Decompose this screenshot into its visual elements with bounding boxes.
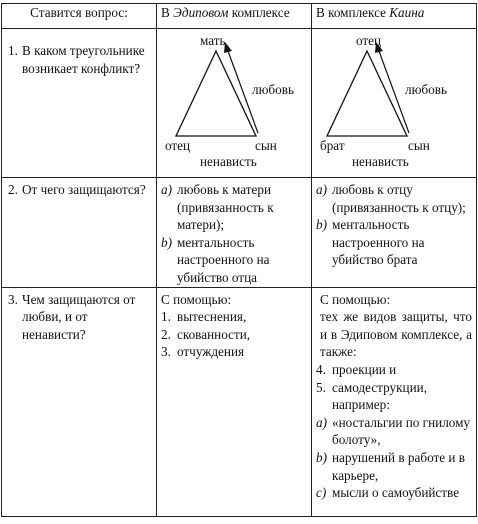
label-hate: ненависть <box>352 154 409 169</box>
label-love: любовь <box>405 82 447 97</box>
list-item: a) любовь к отцу (привязанность к отцу); <box>316 182 466 215</box>
label-mother: мать <box>200 33 226 48</box>
intro-text: С помощью: <box>161 291 232 307</box>
intro-text: С помощью: <box>320 291 391 307</box>
row-defended-against <box>2 178 477 288</box>
oedipus-defense-cell <box>157 287 312 516</box>
label-brother: брат <box>320 138 345 153</box>
list-item: a) любовь к матери (привязанность к матери); <box>161 182 274 233</box>
oedipus-triangle-cell <box>157 29 312 178</box>
sub-list-item: c) мысли о самоубийстве <box>316 485 460 501</box>
row-conflict-triangle <box>2 29 477 178</box>
list-item: 5. самодеструкции, например: <box>316 379 427 413</box>
label-son: сын <box>255 138 277 153</box>
question-3: 3. Чем защищаются от любви, и от ненависти? <box>2 287 157 516</box>
sub-list-item: b) нарушений в работе и в карьере, <box>316 449 465 483</box>
label-son: сын <box>408 138 430 153</box>
cain-defended-cell <box>312 178 477 288</box>
oedipus-defended-cell <box>157 178 312 288</box>
comparison-table <box>1 3 477 517</box>
label-love: любовь <box>252 82 294 97</box>
header-oedipus: В Эдиповом комплексе <box>157 4 312 29</box>
sub-list-item: a) «ностальгии по гнилому болоту», <box>316 414 471 448</box>
cain-defense-cell <box>312 287 477 516</box>
label-hate: ненависть <box>200 154 257 169</box>
label-father: отец <box>356 33 382 48</box>
header-cain: В комплексе Каина <box>312 4 477 29</box>
header-row <box>2 4 477 29</box>
cain-triangle-diagram <box>312 29 476 177</box>
cain-triangle-cell <box>312 29 477 178</box>
label-father: отец <box>165 138 191 153</box>
list-item: 2. скованности, <box>161 326 251 342</box>
list-item: 1. вытеснения, <box>161 309 247 325</box>
oedipus-triangle-diagram <box>157 29 311 177</box>
row-defense-means <box>2 287 477 516</box>
question-1: 1. В каком треугольнике возникает конфликт? <box>2 29 157 178</box>
lead-text: тех же видов защиты, что и в Эдиповом комплексе, а также: <box>320 309 472 360</box>
question-2: 2. От чего защищаются? <box>2 178 157 288</box>
list-item: b) ментальность настроенного на убийство отца <box>161 234 270 285</box>
list-item: 3. отчуждения <box>161 344 245 360</box>
list-item: b) ментальность настроенного на убийство брата <box>316 217 425 268</box>
header-question: Ставится вопрос: <box>2 4 157 29</box>
list-item: 4. проекции и <box>316 361 397 377</box>
